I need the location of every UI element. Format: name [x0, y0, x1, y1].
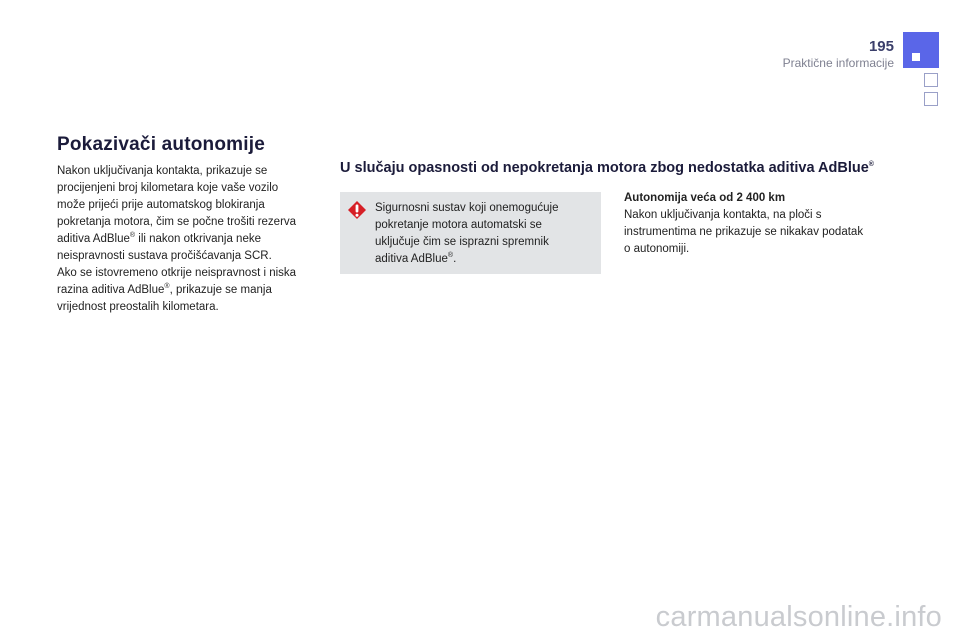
text-fragment: aditiva AdBlue [375, 253, 448, 265]
body-line: neispravnosti sustava pročišćavanja SCR. [57, 250, 272, 262]
left-body-text [57, 163, 322, 316]
text-fragment: aditiva AdBlue [57, 233, 130, 245]
main-title: Pokazivači autonomije [57, 134, 265, 155]
page-number: 195 [868, 38, 894, 55]
warning-line [375, 251, 590, 268]
body-line [57, 231, 322, 248]
body-line: Ako se istovremeno otkrije neispravnost i niska [57, 267, 297, 279]
warning-line: Sigurnosni sustav koji onemogućuje [375, 202, 559, 214]
section-tab[interactable] [903, 32, 939, 68]
tab-marker [912, 53, 920, 61]
warning-text [375, 200, 590, 268]
body-line: može prijeći prije automatskog blokiranja [57, 199, 265, 211]
warning-line: pokretanje motora automatski se [375, 219, 542, 231]
text-fragment: ili nakon otkrivanja neke [135, 233, 261, 245]
body-line [57, 282, 322, 299]
warning-line: uključuje čim se isprazni spremnik [375, 236, 549, 248]
range-title: Autonomija veća od 2 400 km [624, 192, 786, 204]
registered-mark: ® [129, 232, 136, 240]
range-line: Nakon uključivanja kontakta, na ploči s [624, 209, 822, 221]
range-line: o autonomiji. [624, 243, 690, 255]
watermark[interactable]: carmanualsonline.info [655, 601, 942, 633]
body-line: procijenjeni broj kilometara koje vaše vozilo [57, 182, 279, 194]
sub-title [340, 160, 874, 176]
section-name: Praktične informacije [782, 56, 894, 70]
range-line: instrumentima ne prikazuje se nikakav podatak [624, 226, 864, 238]
registered-mark: ® [447, 252, 454, 260]
warning-box [340, 192, 601, 274]
registered-mark: ® [164, 283, 170, 291]
body-line: vrijednost preostalih kilometara. [57, 301, 219, 313]
body-line: Nakon uključivanja kontakta, prikazuje se [57, 165, 268, 177]
nav-box-2[interactable] [924, 92, 938, 106]
sub-title-text: U slučaju opasnosti od nepokretanja motora zbog nedostatka aditiva AdBlue [340, 160, 869, 176]
range-block [624, 190, 889, 258]
text-fragment: . [453, 253, 457, 265]
exclamation-warning-icon [347, 200, 367, 220]
body-line: pokretanja motora, čim se počne trošiti rezerva [57, 216, 297, 228]
text-fragment: , prikazuje se manja [169, 284, 272, 296]
text-fragment: razina aditiva AdBlue [57, 284, 165, 296]
nav-box-1[interactable] [924, 73, 938, 87]
registered-mark: ® [868, 161, 874, 169]
